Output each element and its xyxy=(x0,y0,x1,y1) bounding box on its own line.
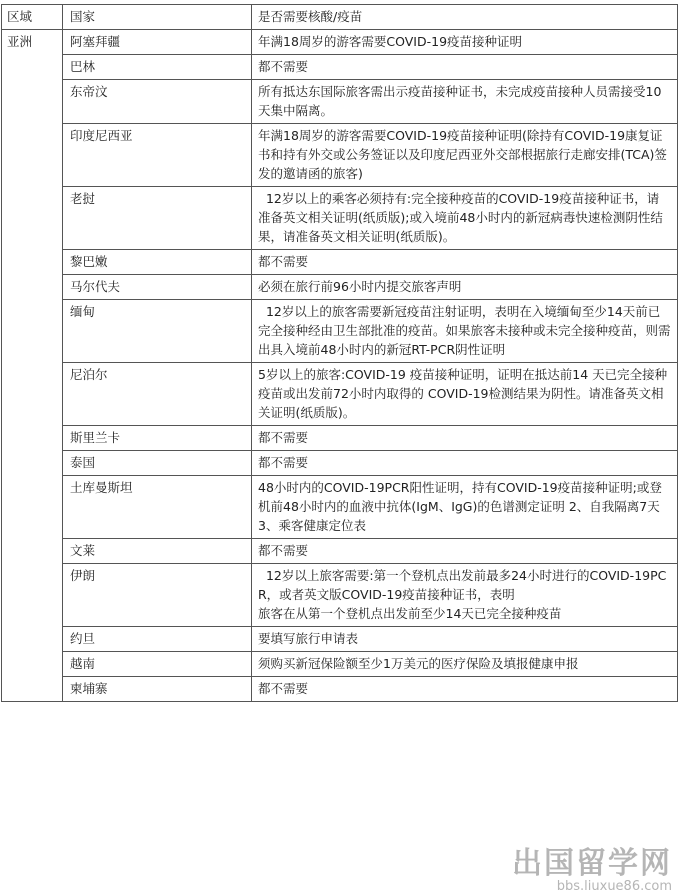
watermark-text: 出国留学网 xyxy=(512,846,672,881)
country-cell: 缅甸 xyxy=(63,300,252,363)
requirement-cell: 5岁以上的旅客:COVID-19 疫苗接种证明，证明在抵达前14 天已完全接种疫苗或出发前72小时内取得的 COVID-19检测结果为阴性。请准备英文相关证明(纸质版)。 xyxy=(252,363,678,426)
requirements-table xyxy=(1,4,678,702)
watermark-url: bbs.liuxue86.com xyxy=(556,879,672,894)
requirement-cell: 都不需要 xyxy=(252,426,678,451)
table-row xyxy=(2,300,678,363)
country-cell: 伊朗 xyxy=(63,564,252,627)
country-cell: 土库曼斯坦 xyxy=(63,476,252,539)
country-cell: 巴林 xyxy=(63,55,252,80)
table-row xyxy=(2,275,678,300)
country-cell: 东帝汶 xyxy=(63,80,252,124)
requirement-cell: 年满18周岁的游客需要COVID-19疫苗接种证明(除持有COVID-19康复证书和持有外交或公务签证以及印度尼西亚外交部根据旅行走廊安排(TCA)签发的邀请函的旅客) xyxy=(252,124,678,187)
table-row xyxy=(2,627,678,652)
table-row xyxy=(2,187,678,250)
country-cell: 泰国 xyxy=(63,451,252,476)
table-row xyxy=(2,539,678,564)
header-row xyxy=(2,5,678,30)
requirement-cell: 12岁以上旅客需要:第一个登机点出发前最多24小时进行的COVID-19PCR，或者英文版COVID-19疫苗接种证书，表明 旅客在从第一个登机点出发前至少14天已完全接种疫苗 xyxy=(252,564,678,627)
requirement-cell: 必须在旅行前96小时内提交旅客声明 xyxy=(252,275,678,300)
requirement-cell: 年满18周岁的游客需要COVID-19疫苗接种证明 xyxy=(252,30,678,55)
table-row xyxy=(2,426,678,451)
requirement-cell: 要填写旅行申请表 xyxy=(252,627,678,652)
table-row xyxy=(2,564,678,627)
country-cell: 阿塞拜疆 xyxy=(63,30,252,55)
country-cell: 斯里兰卡 xyxy=(63,426,252,451)
country-cell: 越南 xyxy=(63,652,252,677)
requirement-cell: 都不需要 xyxy=(252,250,678,275)
table-row xyxy=(2,451,678,476)
table-row xyxy=(2,677,678,702)
header-requirement: 是否需要核酸/疫苗 xyxy=(252,5,678,30)
requirement-cell: 都不需要 xyxy=(252,677,678,702)
requirement-cell: 48小时内的COVID-19PCR阳性证明，持有COVID-19疫苗接种证明;或登机前48小时内的血液中抗体(IgM、IgG)的色谱测定证明 2、自我隔离7天 3、乘客健康定位表 xyxy=(252,476,678,539)
table-row xyxy=(2,30,678,55)
table-row xyxy=(2,80,678,124)
watermark xyxy=(512,848,672,894)
requirement-cell: 都不需要 xyxy=(252,539,678,564)
country-cell: 约旦 xyxy=(63,627,252,652)
table-row xyxy=(2,250,678,275)
requirement-cell: 12岁以上的旅客需要新冠疫苗注射证明，表明在入境缅甸至少14天前已完全接种经由卫生部批准的疫苗。如果旅客未接种或未完全接种疫苗，则需出具入境前48小时内的新冠RT-PCR阴性证明 xyxy=(252,300,678,363)
requirement-cell: 都不需要 xyxy=(252,451,678,476)
table-row xyxy=(2,652,678,677)
country-cell: 柬埔寨 xyxy=(63,677,252,702)
table-row xyxy=(2,476,678,539)
requirement-cell: 12岁以上的乘客必须持有:完全接种疫苗的COVID-19疫苗接种证书，请准备英文相关证明(纸质版);或入境前48小时内的新冠病毒快速检测阴性结果，请准备英文相关证明(纸质版)。 xyxy=(252,187,678,250)
header-country: 国家 xyxy=(63,5,252,30)
requirement-cell: 都不需要 xyxy=(252,55,678,80)
table-row xyxy=(2,124,678,187)
country-cell: 马尔代夫 xyxy=(63,275,252,300)
table-row xyxy=(2,55,678,80)
country-cell: 老挝 xyxy=(63,187,252,250)
table-row xyxy=(2,363,678,426)
header-region: 区域 xyxy=(2,5,63,30)
country-cell: 文莱 xyxy=(63,539,252,564)
requirement-cell: 须购买新冠保险额至少1万美元的医疗保险及填报健康申报 xyxy=(252,652,678,677)
country-cell: 印度尼西亚 xyxy=(63,124,252,187)
requirement-cell: 所有抵达东国际旅客需出示疫苗接种证书，未完成疫苗接种人员需接受10天集中隔离。 xyxy=(252,80,678,124)
country-cell: 黎巴嫩 xyxy=(63,250,252,275)
country-cell: 尼泊尔 xyxy=(63,363,252,426)
region-cell: 亚洲 xyxy=(2,30,63,702)
